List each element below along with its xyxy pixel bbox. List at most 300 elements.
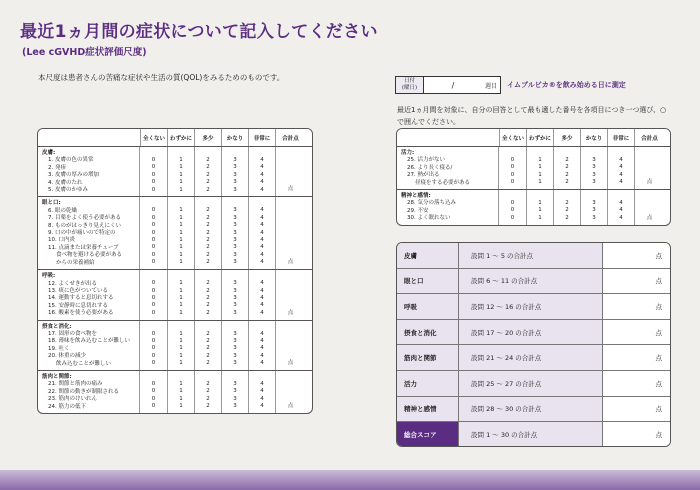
score-option[interactable]: 1 [538,171,542,178]
score-option[interactable]: 1 [538,164,542,171]
score-column [248,197,275,269]
score-option[interactable]: 2 [206,280,210,287]
question-continuation: からの栄養補給 [56,259,95,266]
score-column [221,147,248,196]
symptom-section [38,197,312,270]
score-option[interactable]: 1 [179,309,183,316]
question-item: 20. 体重の減少 [48,353,86,360]
summary-row [397,294,670,320]
score-option[interactable]: 1 [179,157,183,163]
score-option[interactable]: 1 [538,200,542,207]
score-option[interactable]: 0 [151,395,156,402]
score-option[interactable]: 0 [510,164,515,171]
score-option[interactable]: 1 [179,251,183,258]
question-item: 6. 眼の乾燥 [48,207,77,214]
column-header: 全くない [499,129,526,146]
score-option[interactable]: 0 [151,280,156,287]
score-option[interactable]: 3 [233,395,237,402]
score-option[interactable]: 0 [510,207,515,214]
score-option[interactable]: 4 [619,171,623,178]
score-option[interactable]: 1 [179,337,183,344]
score-option[interactable]: 0 [151,186,156,193]
question-item: 21. 関節と筋肉の痛み [48,381,103,388]
week-label: 週目 [484,82,497,90]
score-option[interactable]: 3 [592,214,596,221]
date-label-line2: (曜日) [401,85,418,91]
score-column [248,321,275,370]
section-heading: 眼と口: [42,200,61,207]
score-column [167,270,194,319]
date-entry-box[interactable] [395,76,501,94]
summary-row [397,243,670,269]
score-option[interactable]: 2 [206,179,210,186]
summary-score-cell[interactable]: 点 [603,243,670,268]
question-item: 3. 皮膚の厚みの増加 [48,172,99,179]
page-title: 最近1ヵ月間の症状について記入してください [20,22,378,42]
score-column [248,270,275,319]
summary-score-cell[interactable]: 点 [603,320,670,345]
intro-text: 本尺度は患者さんの苦痛な症状や生活の質(QOL)をみるためのものです。 [38,73,285,82]
score-column [167,147,194,196]
score-option[interactable]: 3 [233,352,237,359]
summary-score-cell[interactable]: 点 [603,371,670,396]
question-item: 24. 筋力の低下 [48,403,86,410]
score-option[interactable]: 3 [233,171,237,178]
score-option[interactable]: 0 [151,222,156,229]
score-summary-table [396,242,671,447]
score-option[interactable]: 0 [151,171,156,178]
score-option[interactable]: 3 [233,280,237,287]
page-subtitle: (Lee cGVHD症状評価尺度) [22,47,147,58]
score-option[interactable]: 0 [151,345,156,352]
section-sum-cell[interactable]: 点 [634,190,664,225]
score-option[interactable]: 2 [206,186,210,193]
score-option[interactable]: 1 [179,302,183,309]
score-option[interactable]: 2 [206,164,210,171]
date-note: イムブルビカ®を飲み始める日に測定 [507,81,626,89]
summary-range: 設問 21 〜 24 の合計点 [459,345,603,370]
score-option[interactable]: 1 [179,380,183,387]
score-option[interactable]: 1 [179,259,183,266]
footer-band [0,470,700,490]
column-header: 非常に [248,129,275,146]
score-option[interactable]: 0 [151,237,156,244]
symptom-section [397,190,670,225]
score-option[interactable]: 2 [206,380,210,387]
score-option[interactable]: 3 [592,171,596,178]
column-header: 多少 [553,129,580,146]
score-option[interactable]: 0 [151,214,156,221]
score-option[interactable]: 3 [233,179,237,186]
score-option[interactable]: 3 [233,229,237,236]
table-header [397,129,670,147]
score-option[interactable]: 4 [619,179,623,186]
score-option[interactable]: 4 [260,237,264,244]
section-sum-cell[interactable]: 点 [275,147,305,196]
score-option[interactable]: 0 [151,337,156,344]
score-option[interactable]: 1 [179,179,183,186]
score-option[interactable]: 3 [233,309,237,316]
symptom-table-left [37,128,313,414]
score-option[interactable]: 3 [592,207,596,214]
score-option[interactable]: 0 [151,302,156,309]
score-column [140,270,167,319]
score-option[interactable]: 4 [260,214,264,221]
score-option[interactable]: 0 [151,157,156,163]
score-option[interactable]: 0 [151,179,156,186]
score-option[interactable]: 3 [592,157,596,163]
score-option[interactable]: 3 [233,207,237,214]
score-option[interactable]: 4 [260,186,264,193]
score-option[interactable]: 1 [179,207,183,214]
score-option[interactable]: 4 [260,302,264,309]
score-option[interactable]: 2 [206,294,210,301]
score-option[interactable]: 3 [233,259,237,266]
score-option[interactable]: 2 [565,200,569,207]
score-column [526,147,553,189]
score-option[interactable]: 3 [233,345,237,352]
question-item: 27. 熱が出る [407,172,440,179]
section-sum-cell[interactable]: 点 [275,321,305,370]
column-header: 非常に [607,129,634,146]
score-option[interactable]: 2 [565,157,569,163]
score-option[interactable]: 4 [260,395,264,402]
score-option[interactable]: 1 [179,294,183,301]
question-list [38,197,140,269]
score-option[interactable]: 3 [233,222,237,229]
score-option[interactable]: 4 [260,164,264,171]
score-option[interactable]: 1 [538,214,542,221]
score-option[interactable]: 4 [260,280,264,287]
score-option[interactable]: 4 [260,330,264,337]
score-option[interactable]: 4 [260,388,264,395]
summary-score-cell[interactable]: 点 [603,422,670,447]
score-option[interactable]: 1 [179,237,183,244]
summary-label: 呼吸 [397,294,459,319]
question-continuation: 飲み込むことが難しい [56,360,112,367]
score-option[interactable]: 3 [233,388,237,395]
score-option[interactable]: 2 [206,171,210,178]
score-option[interactable]: 2 [206,403,210,410]
score-option[interactable]: 3 [233,287,237,294]
score-column [499,147,526,189]
score-option[interactable]: 4 [260,294,264,301]
question-item: 8. ものがはっきり見えにくい [48,222,121,229]
score-option[interactable]: 3 [592,200,596,207]
score-option[interactable]: 4 [260,244,264,251]
score-option[interactable]: 4 [260,287,264,294]
question-list [38,371,140,413]
symptom-table-right [396,128,671,226]
score-option[interactable]: 0 [151,164,156,171]
score-option[interactable]: 3 [233,186,237,193]
score-option[interactable]: 2 [206,229,210,236]
question-item: 13. 痰に色がついている [48,287,108,294]
question-item: 23. 筋肉のけいれん [48,396,97,403]
question-item: 5. 皮膚のかゆみ [48,187,88,194]
score-option[interactable]: 3 [233,330,237,337]
section-heading: 活力: [401,150,415,156]
score-option[interactable]: 1 [179,186,183,193]
score-column [607,190,634,225]
question-item: 11. 点滴または栄養チューブ [48,244,119,251]
score-option[interactable]: 4 [260,222,264,229]
score-option[interactable]: 4 [260,157,264,163]
score-column [140,371,167,413]
summary-row [397,345,670,371]
summary-range: 設問 17 〜 20 の合計点 [459,320,603,345]
score-column [140,321,167,370]
score-option[interactable]: 0 [510,157,515,163]
summary-label: 総合スコア [397,422,459,447]
score-option[interactable]: 3 [233,251,237,258]
score-option[interactable]: 4 [260,179,264,186]
score-column [140,147,167,196]
score-option[interactable]: 2 [206,352,210,359]
score-option[interactable]: 2 [565,214,569,221]
score-column [167,197,194,269]
question-list [397,190,499,225]
score-option[interactable]: 4 [260,337,264,344]
column-header: 多少 [194,129,221,146]
column-header: かなり [221,129,248,146]
score-option[interactable]: 1 [538,207,542,214]
score-option[interactable]: 1 [179,388,183,395]
symptom-section [38,321,312,371]
score-column [194,321,221,370]
score-option[interactable]: 3 [592,179,596,186]
column-header: 全くない [140,129,167,146]
score-option[interactable]: 0 [151,309,156,316]
score-option[interactable]: 3 [233,244,237,251]
score-option[interactable]: 0 [151,388,156,395]
score-option[interactable]: 4 [260,229,264,236]
summary-range: 設問 1 〜 5 の合計点 [459,243,603,268]
score-option[interactable]: 1 [179,330,183,337]
score-option[interactable]: 0 [151,287,156,294]
score-option[interactable]: 2 [206,157,210,163]
summary-range: 設問 12 〜 16 の合計点 [459,294,603,319]
score-option[interactable]: 0 [510,171,515,178]
score-option[interactable]: 2 [206,302,210,309]
summary-label: 活力 [397,371,459,396]
question-item: 26. より長く寝る/ [407,164,453,171]
question-item: 30. よく眠れない [407,215,451,222]
score-option[interactable]: 3 [233,164,237,171]
score-column [194,147,221,196]
section-heading: 呼吸: [42,273,56,280]
score-option[interactable]: 3 [233,337,237,344]
score-option[interactable]: 1 [179,280,183,287]
score-option[interactable]: 2 [206,309,210,316]
question-item: 12. よくせきが出る [48,280,97,287]
score-column [221,371,248,413]
score-option[interactable]: 2 [206,214,210,221]
score-option[interactable]: 0 [510,179,515,186]
score-option[interactable]: 2 [206,237,210,244]
summary-range: 設問 6 〜 11 の合計点 [459,269,603,294]
summary-range: 設問 1 〜 30 の合計点 [459,422,603,447]
question-item: 4. 皮膚のたれ [48,179,83,186]
score-option[interactable]: 4 [619,157,623,163]
score-option[interactable]: 1 [179,244,183,251]
section-sum-cell[interactable]: 点 [275,371,305,413]
score-option[interactable]: 0 [151,360,156,367]
score-option[interactable]: 3 [233,302,237,309]
score-option[interactable]: 4 [619,164,623,171]
score-option[interactable]: 4 [260,251,264,258]
score-column [221,321,248,370]
score-option[interactable]: 3 [233,214,237,221]
score-option[interactable]: 0 [151,403,156,410]
score-option[interactable]: 2 [565,207,569,214]
score-option[interactable]: 2 [206,251,210,258]
score-option[interactable]: 0 [151,229,156,236]
summary-row [397,422,670,447]
header-blank [397,129,499,146]
summary-score-cell[interactable]: 点 [603,294,670,319]
score-option[interactable]: 1 [179,229,183,236]
score-option[interactable]: 3 [592,164,596,171]
score-option[interactable]: 0 [151,330,156,337]
section-sum-cell[interactable]: 点 [634,147,664,189]
score-column [580,190,607,225]
section-sum-cell[interactable]: 点 [275,197,305,269]
score-option[interactable]: 2 [206,330,210,337]
summary-score-cell[interactable]: 点 [603,345,670,370]
score-option[interactable]: 2 [206,337,210,344]
question-item: 1. 皮膚の色の異常 [48,157,94,164]
score-option[interactable]: 4 [260,309,264,316]
score-option[interactable]: 1 [179,360,183,367]
question-item: 28. 気分の落ち込み [407,200,456,207]
score-option[interactable]: 4 [619,214,623,221]
summary-label: 筋肉と関節 [397,345,459,370]
score-option[interactable]: 1 [179,214,183,221]
question-continuation: 昼寝をする必要がある [415,179,471,186]
section-heading: 精神と感情: [401,193,431,200]
column-header: わずかに [526,129,553,146]
score-option[interactable]: 0 [151,207,156,214]
header-blank [38,129,140,146]
score-option[interactable]: 4 [619,207,623,214]
question-item: 29. 不安 [407,207,429,214]
column-header: かなり [580,129,607,146]
score-option[interactable]: 4 [260,259,264,266]
score-option[interactable]: 1 [179,287,183,294]
score-option[interactable]: 2 [565,179,569,186]
question-list [38,147,140,196]
score-option[interactable]: 0 [510,200,515,207]
score-option[interactable]: 0 [151,251,156,258]
score-option[interactable]: 3 [233,294,237,301]
score-option[interactable]: 4 [260,352,264,359]
score-option[interactable]: 3 [233,237,237,244]
score-option[interactable]: 3 [233,157,237,163]
score-option[interactable]: 4 [260,207,264,214]
summary-score-cell[interactable]: 点 [603,397,670,422]
score-option[interactable]: 2 [206,395,210,402]
score-option[interactable]: 0 [151,294,156,301]
score-option[interactable]: 1 [179,222,183,229]
score-column [553,190,580,225]
section-heading: 筋肉と関節: [42,373,72,380]
score-option[interactable]: 1 [179,164,183,171]
score-option[interactable]: 1 [179,403,183,410]
score-option[interactable]: 1 [179,345,183,352]
score-column [140,197,167,269]
score-option[interactable]: 4 [260,171,264,178]
date-label [396,77,424,93]
score-option[interactable]: 1 [179,395,183,402]
score-column [221,197,248,269]
question-item: 19. 吐く [48,345,70,352]
score-option[interactable]: 0 [151,259,156,266]
score-column [194,270,221,319]
score-option[interactable]: 2 [206,345,210,352]
instruction-text: 最近1ヵ月間を対象に、自分の回答として最も適した番号を各項目につき一つ選び、○で囲んでください。 [397,106,667,126]
question-continuation: 食べ物を避ける必要がある [56,252,123,259]
score-option[interactable]: 2 [206,207,210,214]
score-option[interactable]: 2 [206,287,210,294]
question-item: 14. 運動すると息切れする [48,295,114,302]
score-column [580,147,607,189]
score-option[interactable]: 4 [260,380,264,387]
question-item: 25. 活力がない [407,157,445,164]
score-option[interactable]: 2 [206,360,210,367]
section-sum-cell[interactable]: 点 [275,270,305,319]
score-option[interactable]: 0 [151,380,156,387]
score-option[interactable]: 2 [206,222,210,229]
score-option[interactable]: 3 [233,360,237,367]
summary-score-cell[interactable]: 点 [603,269,670,294]
score-option[interactable]: 2 [565,171,569,178]
score-option[interactable]: 4 [260,360,264,367]
score-column [194,197,221,269]
summary-label: 精神と感情 [397,397,459,422]
score-option[interactable]: 0 [151,352,156,359]
question-item: 15. 安静時に息切れする [48,302,108,309]
score-option[interactable]: 1 [179,171,183,178]
question-item: 17. 固形の食べ物を [48,330,97,337]
column-header: 合計点 [275,129,305,146]
score-option[interactable]: 4 [260,403,264,410]
score-option[interactable]: 0 [151,244,156,251]
score-option[interactable]: 2 [565,164,569,171]
question-item: 10. 口内炎 [48,237,75,244]
score-option[interactable]: 2 [206,388,210,395]
score-option[interactable]: 2 [206,244,210,251]
score-column [499,190,526,225]
question-item: 7. 目薬をよく使う必要がある [48,215,121,222]
score-option[interactable]: 3 [233,380,237,387]
question-item: 18. 薄味を飲み込むことが難しい [48,338,130,345]
score-option[interactable]: 1 [538,157,542,163]
score-option[interactable]: 3 [233,403,237,410]
score-option[interactable]: 4 [619,200,623,207]
score-option[interactable]: 2 [206,259,210,266]
symptom-section [397,147,670,190]
column-header: 合計点 [634,129,664,146]
summary-range: 設問 25 〜 27 の合計点 [459,371,603,396]
score-option[interactable]: 1 [538,179,542,186]
score-option[interactable]: 0 [510,214,515,221]
summary-label: 摂食と消化 [397,320,459,345]
score-option[interactable]: 4 [260,345,264,352]
score-option[interactable]: 1 [179,352,183,359]
summary-row [397,320,670,346]
question-item: 22. 関節の動きが制限される [48,388,119,395]
